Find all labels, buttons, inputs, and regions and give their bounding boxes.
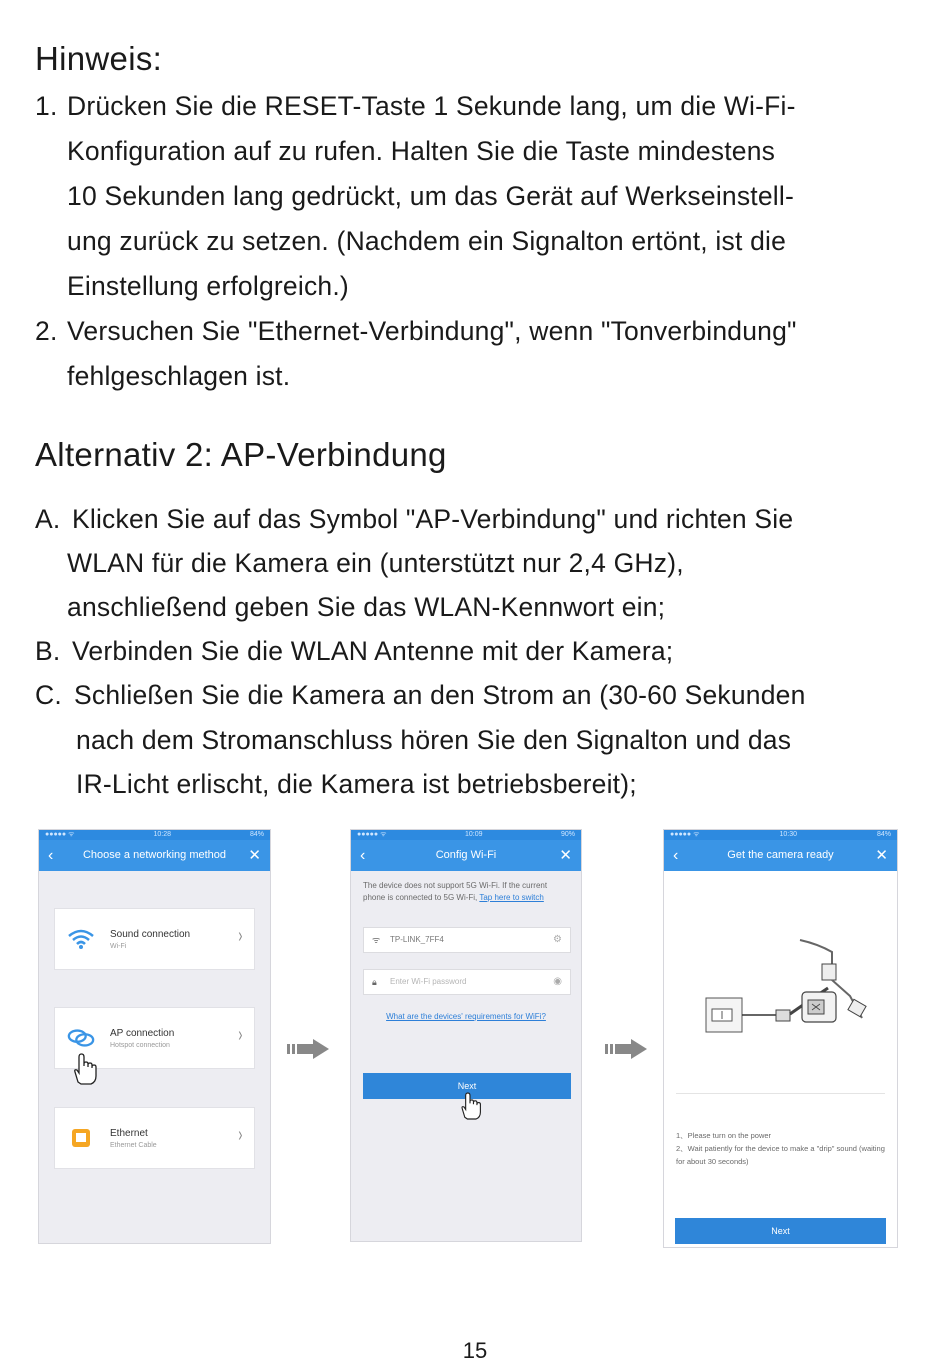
screen-camera-ready xyxy=(663,829,898,1248)
note-2-number: 2. xyxy=(35,316,58,346)
step-c-line-2: nach dem Stromanschluss hören Sie den Signalton und das xyxy=(76,725,792,755)
next-button[interactable]: Next xyxy=(675,1218,886,1244)
status-bar: ●●●●● ᯤ 10:30 84% xyxy=(664,830,897,840)
status-time: 10:09 xyxy=(464,831,483,838)
step-b-letter: B. xyxy=(35,636,61,666)
app-bar xyxy=(39,840,270,871)
step-c-line-3: IR-Licht erlischt, die Kamera ist betriebsbereit); xyxy=(76,769,637,799)
hinweis-heading: Hinweis: xyxy=(35,40,163,77)
arrow-right-icon xyxy=(287,1037,332,1061)
status-battery: 90% xyxy=(560,831,575,838)
option-ethernet[interactable] xyxy=(54,1107,255,1169)
back-icon[interactable]: ‹ xyxy=(673,847,679,864)
note-1-line-4: ung zurück zu setzen. (Nachdem ein Signalton ertönt, ist die xyxy=(67,226,787,256)
chevron-right-icon: › xyxy=(238,1124,243,1146)
status-time: 10:30 xyxy=(779,831,797,838)
app-bar xyxy=(664,840,897,871)
screen-choose-method xyxy=(38,829,271,1244)
requirements-link[interactable]: What are the devices' requirements for WiFi? xyxy=(386,1012,546,1021)
camera-power-illustration xyxy=(700,930,880,1050)
status-bar: ●●●●● ᯤ 10:28 84% xyxy=(39,830,270,840)
page-number: 15 xyxy=(462,1338,488,1363)
eye-icon[interactable]: ◉ xyxy=(553,976,562,987)
step-1-text: 1、Please turn on the power xyxy=(676,1131,772,1140)
note-1-line-1: Drücken Sie die RESET-Taste 1 Sekunde lang, um die Wi-Fi- xyxy=(67,91,796,121)
step-c-line-1: Schließen Sie die Kamera an den Strom an (30-60 Sekunden xyxy=(74,680,806,710)
close-icon[interactable]: ✕ xyxy=(875,847,888,864)
screen-title: Config Wi-Fi xyxy=(435,849,497,861)
step-c-letter: C. xyxy=(35,680,62,710)
wifi-icon xyxy=(67,925,95,953)
screen-title: Choose a networking method xyxy=(82,849,227,861)
close-icon[interactable]: ✕ xyxy=(559,847,572,864)
option-subtitle: Hotspot connection xyxy=(110,1042,170,1049)
ssid-value: TP-LINK_7FF4 xyxy=(390,935,444,944)
step-a-line-2: WLAN für die Kamera ein (unterstützt nur 2,4 GHz), xyxy=(67,548,684,578)
5g-notice: The device does not support 5G Wi-Fi. If the current phone is connected to 5G Wi-Fi, Tap here to switch xyxy=(363,881,548,902)
step-a-line-3: anschließend geben Sie das WLAN-Kennwort ein; xyxy=(67,592,666,622)
note-1-number: 1. xyxy=(35,91,58,121)
option-title: AP connection xyxy=(110,1028,175,1039)
chevron-right-icon: › xyxy=(238,1024,243,1046)
step-a-line-1: Klicken Sie auf das Symbol "AP-Verbindung" und richten Sie xyxy=(72,504,794,534)
status-time: 10:28 xyxy=(153,831,171,838)
switch-wifi-link[interactable]: Tap here to switch xyxy=(479,893,544,902)
wifi-ssid-field[interactable] xyxy=(363,927,571,953)
status-battery: 84% xyxy=(249,831,264,838)
option-sound-connection[interactable] xyxy=(54,908,255,970)
app-bar xyxy=(351,840,581,871)
screen-title: Get the camera ready xyxy=(727,849,834,861)
next-button[interactable]: Next xyxy=(363,1073,571,1099)
ap-link-icon xyxy=(67,1024,95,1052)
wifi-password-field[interactable] xyxy=(363,969,571,995)
back-icon[interactable]: ‹ xyxy=(48,847,54,864)
step-b-line-1: Verbinden Sie die WLAN Antenne mit der Kamera; xyxy=(72,636,674,666)
note-1-line-3: 10 Sekunden lang gedrückt, um das Gerät auf Werkseinstell- xyxy=(67,181,794,211)
option-title: Ethernet xyxy=(110,1128,148,1139)
lock-icon: 🔒︎ xyxy=(372,977,377,987)
note-1-line-2: Konfiguration auf zu rufen. Halten Sie die Taste mindestens xyxy=(67,136,776,166)
ethernet-icon xyxy=(67,1124,95,1152)
arrow-right-icon xyxy=(605,1037,650,1061)
option-subtitle: Wi-Fi xyxy=(110,943,127,950)
note-2-line-1: Versuchen Sie "Ethernet-Verbindung", wenn "Tonverbindung" xyxy=(67,316,797,346)
password-placeholder: Enter Wi-Fi password xyxy=(390,977,467,986)
back-icon[interactable]: ‹ xyxy=(360,847,366,864)
close-icon[interactable]: ✕ xyxy=(248,847,261,864)
screen-config-wifi xyxy=(350,829,582,1242)
divider xyxy=(676,1093,885,1094)
pointing-hand-icon xyxy=(457,1091,483,1126)
note-2-line-2: fehlgeschlagen ist. xyxy=(67,361,291,391)
pointing-hand-icon xyxy=(69,1052,99,1091)
alternativ-heading: Alternativ 2: AP-Verbindung xyxy=(35,436,447,473)
status-battery: 84% xyxy=(876,831,891,838)
option-subtitle: Ethernet Cable xyxy=(110,1142,157,1149)
status-bar: ●●●●● ᯤ 10:09 90% xyxy=(351,830,581,840)
wifi-icon: ᯤ xyxy=(372,935,381,945)
step-2-text: 2、Wait patiently for the device to make a "drip" sound (waiting for about 30 seconds) xyxy=(676,1144,885,1166)
option-title: Sound connection xyxy=(110,929,191,940)
chevron-right-icon: › xyxy=(238,925,243,947)
step-a-letter: A. xyxy=(35,504,61,534)
note-1-line-5: Einstellung erfolgreich.) xyxy=(67,271,349,301)
settings-icon[interactable]: ⚙ xyxy=(553,934,562,945)
